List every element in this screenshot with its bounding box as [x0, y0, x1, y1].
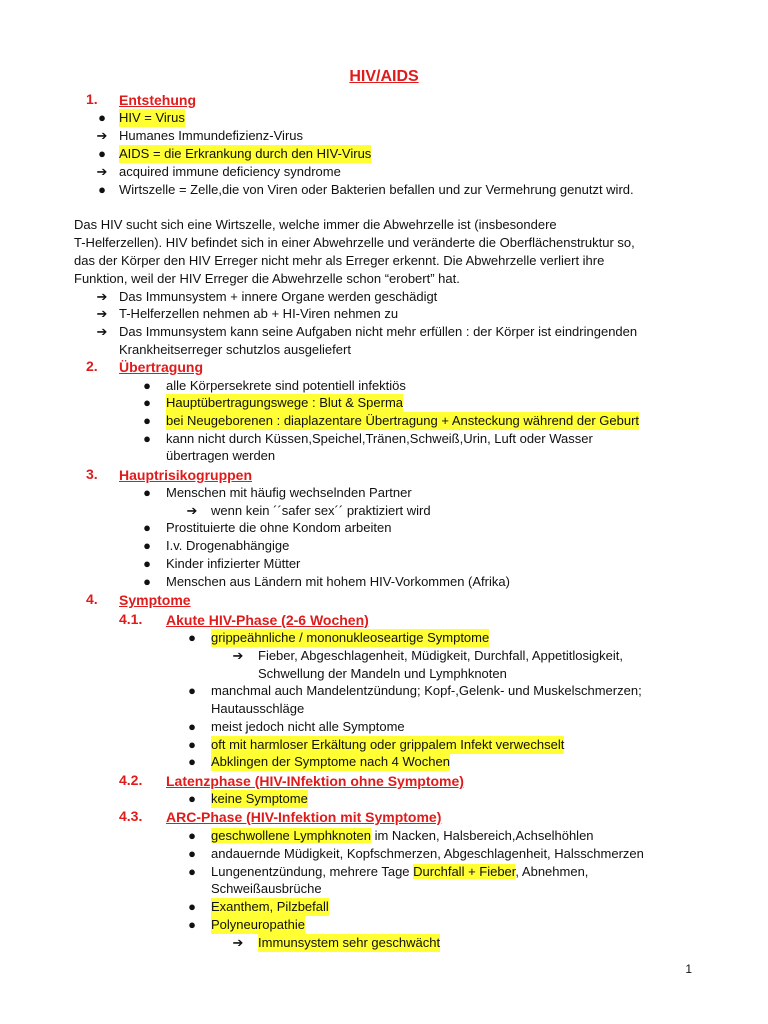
bullet-icon: ● — [143, 574, 151, 589]
bullet-icon: ● — [143, 431, 151, 446]
list-item: I.v. Drogenabhängige — [166, 538, 290, 553]
list-item: Fieber, Abgeschlagenheit, Müdigkeit, Durchfall, Appetitlosigkeit, — [258, 648, 623, 663]
highlight-text: geschwollene Lymphknoten — [211, 828, 371, 843]
section-1-heading: Entstehung — [119, 92, 196, 108]
list-item: Polyneuropathie — [211, 917, 305, 932]
list-item: AIDS = die Erkrankung durch den HIV-Virus — [119, 146, 372, 161]
bullet-icon: ● — [188, 791, 196, 806]
bullet-icon: ● — [98, 146, 106, 161]
list-item: Menschen mit häufig wechselnden Partner — [166, 485, 412, 500]
list-item: oft mit harmloser Erkältung oder grippalem Infekt verwechselt — [211, 737, 565, 752]
list-item-continuation: Schwellung der Mandeln und Lymphknoten — [258, 666, 507, 681]
subsection-4-3-number: 4.3. — [119, 808, 143, 824]
list-item: Hauptübertragungswege : Blut & Sperma — [166, 395, 404, 410]
paragraph-line: das der Körper den HIV Erreger nicht mehr als Erreger erkennt. Die Abwehrzelle verliert ihre — [74, 253, 605, 268]
bullet-icon: ● — [143, 485, 151, 500]
plain-text: Lungenentzündung, mehrere Tage — [211, 864, 414, 879]
subsection-4-3-heading: ARC-Phase (HIV-Infektion mit Symptome) — [166, 809, 442, 825]
list-item: Humanes Immundefizienz-Virus — [119, 128, 303, 143]
section-3-heading: Hauptrisikogruppen — [119, 467, 253, 483]
bullet-icon: ● — [143, 556, 151, 571]
arrow-icon: ➔ — [96, 289, 108, 304]
list-item: Exanthem, Pilzbefall — [211, 899, 329, 914]
paragraph-line: Funktion, weil der HIV Erreger die Abwehrzelle schon “erobert” hat. — [74, 271, 460, 286]
arrow-icon: ➔ — [96, 164, 108, 179]
bullet-icon: ● — [143, 395, 151, 410]
arrow-icon: ➔ — [232, 648, 244, 663]
list-item: meist jedoch nicht alle Symptome — [211, 719, 405, 734]
list-item: alle Körpersekrete sind potentiell infektiös — [166, 378, 406, 393]
list-item: Immunsystem sehr geschwächt — [258, 935, 441, 950]
list-item: bei Neugeborenen : diaplazentare Übertragung + Ansteckung während der Geburt — [166, 413, 640, 428]
paragraph-line: T-Helferzellen). HIV befindet sich in einer Abwehrzelle und veränderte die Oberflächenstruktur so, — [74, 235, 635, 250]
bullet-icon: ● — [188, 828, 196, 843]
list-item-continuation: Schweißausbrüche — [211, 881, 322, 896]
subsection-4-2-number: 4.2. — [119, 772, 143, 788]
bullet-icon: ● — [143, 413, 151, 428]
arrow-icon: ➔ — [96, 324, 108, 339]
subsection-4-1-number: 4.1. — [119, 611, 143, 627]
bullet-icon: ● — [188, 737, 196, 752]
bullet-icon: ● — [143, 520, 151, 535]
list-item: Kinder infizierter Mütter — [166, 556, 301, 571]
subsection-4-2-heading: Latenzphase (HIV-INfektion ohne Symptome) — [166, 773, 464, 789]
section-1-number: 1. — [86, 91, 98, 107]
list-item: kann nicht durch Küssen,Speichel,Tränen,Schweiß,Urin, Luft oder Wasser — [166, 431, 593, 446]
list-item: Wirtszelle = Zelle,die von Viren oder Bakterien befallen und zur Vermehrung genutzt wird. — [119, 182, 634, 197]
page-title: HIV/AIDS — [349, 68, 419, 85]
arrow-icon: ➔ — [232, 935, 244, 950]
arrow-icon: ➔ — [96, 306, 108, 321]
plain-text: im Nacken, Halsbereich,Achselhöhlen — [370, 828, 594, 843]
list-item: acquired immune deficiency syndrome — [119, 164, 341, 179]
section-4-heading: Symptome — [119, 592, 191, 608]
page-number: 1 — [685, 962, 692, 976]
list-item — [211, 863, 588, 881]
bullet-icon: ● — [188, 917, 196, 932]
list-item: Abklingen der Symptome nach 4 Wochen — [211, 754, 450, 769]
bullet-icon: ● — [143, 538, 151, 553]
list-item: Menschen aus Ländern mit hohem HIV-Vorkommen (Afrika) — [166, 574, 510, 589]
bullet-icon: ● — [188, 630, 196, 645]
arrow-icon: ➔ — [96, 128, 108, 143]
paragraph-line: Das HIV sucht sich eine Wirtszelle, welche immer die Abwehrzelle ist (insbesondere — [74, 217, 557, 232]
subsection-4-1-heading: Akute HIV-Phase (2-6 Wochen) — [166, 612, 369, 628]
bullet-icon: ● — [188, 899, 196, 914]
list-item: HIV = Virus — [119, 110, 185, 125]
plain-text: , Abnehmen, — [515, 864, 589, 879]
list-item: andauernde Müdigkeit, Kopfschmerzen, Abgeschlagenheit, Halsschmerzen — [211, 846, 644, 861]
list-item-continuation: Hautausschläge — [211, 701, 305, 716]
arrow-icon: ➔ — [186, 503, 198, 518]
bullet-icon: ● — [188, 754, 196, 769]
bullet-icon: ● — [98, 110, 106, 125]
section-3-number: 3. — [86, 466, 98, 482]
section-4-number: 4. — [86, 591, 98, 607]
list-item: grippeähnliche / mononukleoseartige Symptome — [211, 630, 490, 645]
list-item: manchmal auch Mandelentzündung; Kopf-,Gelenk- und Muskelschmerzen; — [211, 683, 642, 698]
list-item-continuation: übertragen werden — [166, 448, 276, 463]
list-item — [211, 827, 594, 845]
bullet-icon: ● — [143, 378, 151, 393]
bullet-icon: ● — [188, 719, 196, 734]
bullet-icon: ● — [98, 182, 106, 197]
highlight-text: Durchfall + Fieber — [413, 864, 516, 879]
list-item-continuation: Krankheitserreger schutzlos ausgeliefert — [119, 342, 351, 357]
list-item: keine Symptome — [211, 791, 308, 806]
list-item: T-Helferzellen nehmen ab + HI-Viren nehmen zu — [119, 306, 399, 321]
bullet-icon: ● — [188, 683, 196, 698]
section-2-number: 2. — [86, 358, 98, 374]
list-item: Das Immunsystem + innere Organe werden geschädigt — [119, 289, 438, 304]
section-2-heading: Übertragung — [119, 359, 203, 375]
bullet-icon: ● — [188, 846, 196, 861]
bullet-icon: ● — [188, 864, 196, 879]
list-item: Prostituierte die ohne Kondom arbeiten — [166, 520, 392, 535]
list-item: Das Immunsystem kann seine Aufgaben nicht mehr erfüllen : der Körper ist eindringenden — [119, 324, 638, 339]
list-item: wenn kein ´´safer sex´´ praktiziert wird — [211, 503, 431, 518]
